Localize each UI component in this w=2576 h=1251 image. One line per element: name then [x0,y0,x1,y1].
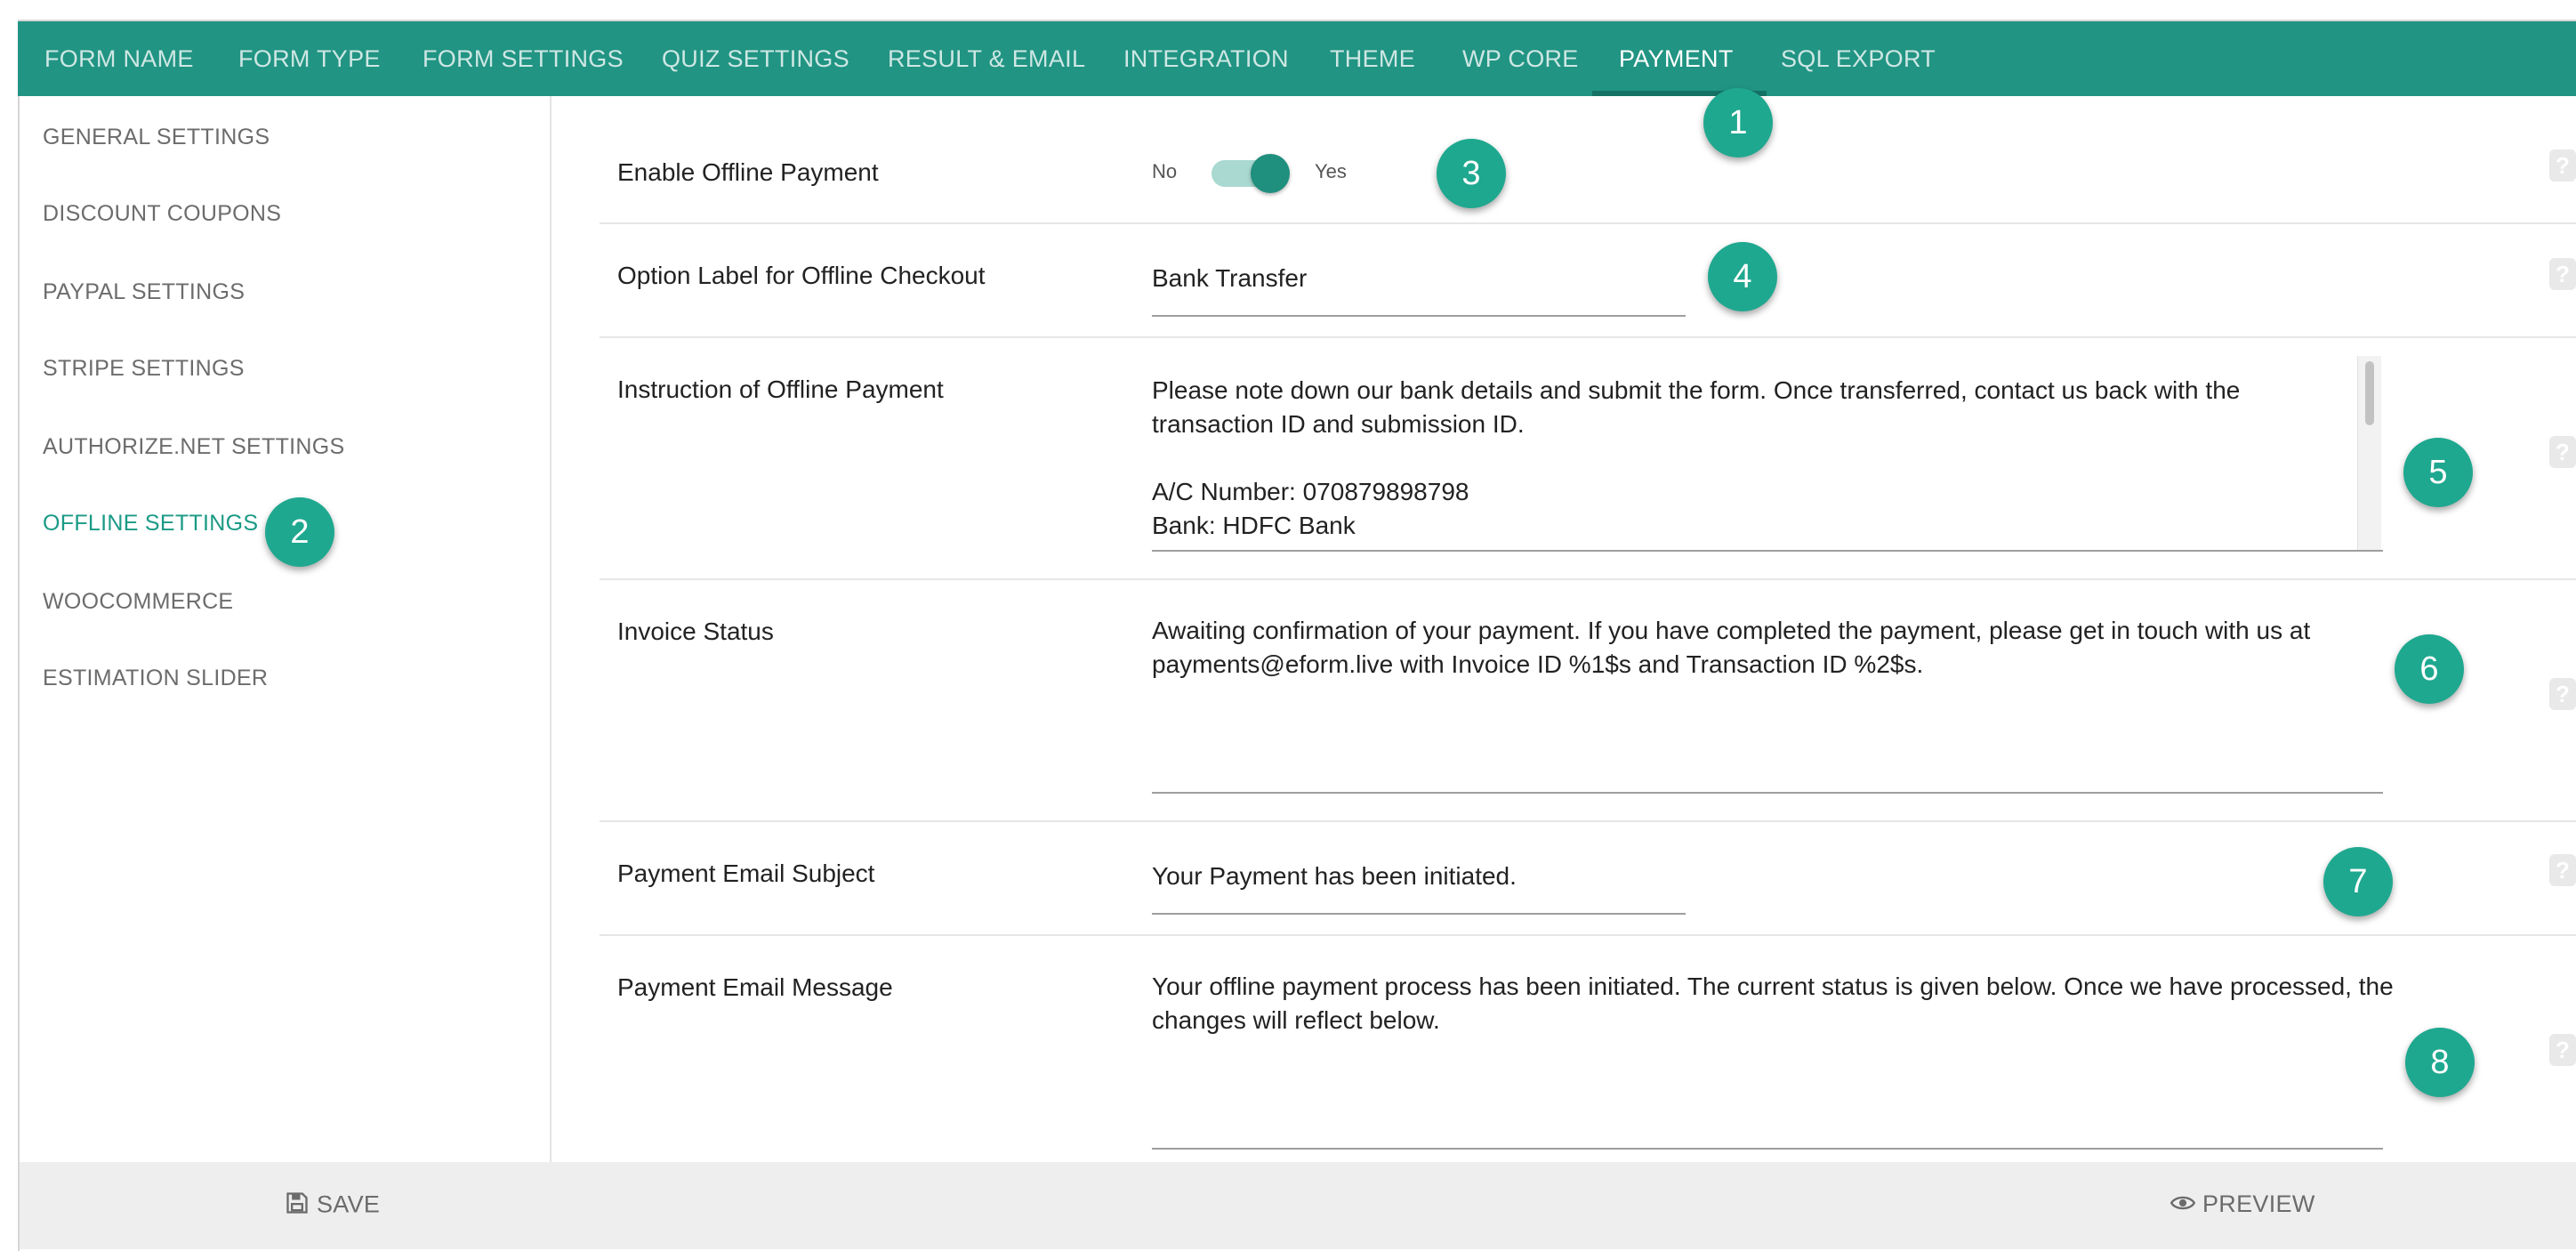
email-message-line-1: Your offline payment process has been initiated. The current status is given below. Once we have processed, the [1152,973,2394,1000]
sidebar-item-woocommerce[interactable]: WOOCOMMERCE [43,589,234,614]
instruction-underline [1152,550,2383,552]
invoice-status-line-2: payments@eform.live with Invoice ID %1$s and Transaction ID %2$s. [1152,650,1924,678]
preview-label: PREVIEW [2202,1190,2315,1217]
help-icon[interactable]: ? [2549,149,2576,182]
invoice-status-underline [1152,792,2383,794]
enable-offline-toggle-knob[interactable] [1251,154,1290,193]
top-nav-bar [18,21,2576,96]
tab-payment[interactable]: PAYMENT [1619,45,1734,72]
callout-badge-8: 8 [2405,1028,2475,1097]
instruction-line-1: Please note down our bank details and submit the form. Once transferred, contact us back with the [1152,376,2241,404]
tab-form-type[interactable]: FORM TYPE [238,45,381,72]
email-subject-underline [1152,913,1686,915]
row-divider [600,820,2576,822]
row-divider [600,578,2576,580]
tab-form-settings[interactable]: FORM SETTINGS [423,45,624,72]
option-label-underline [1152,315,1686,317]
row-divider [600,222,2576,224]
help-icon[interactable]: ? [2549,258,2576,290]
sidebar-item-general-settings[interactable]: GENERAL SETTINGS [43,125,270,149]
save-label: SAVE [317,1190,381,1218]
sidebar-item-offline-settings[interactable]: OFFLINE SETTINGS [43,511,259,536]
enable-offline-payment-label: Enable Offline Payment [617,158,879,186]
option-label-label: Option Label for Offline Checkout [617,262,986,289]
sidebar-item-paypal-settings[interactable]: PAYPAL SETTINGS [43,279,246,304]
instruction-label: Instruction of Offline Payment [617,375,944,403]
row-divider [600,336,2576,338]
switch-on-label: Yes [1315,160,1347,182]
email-message-textarea[interactable] [1152,970,2394,1148]
sidebar-item-stripe-settings[interactable]: STRIPE SETTINGS [43,356,245,381]
help-icon[interactable]: ? [2549,854,2576,886]
email-subject-input[interactable]: Your Payment has been initiated. [1152,862,1517,890]
invoice-status-textarea[interactable] [1152,614,2383,792]
tab-form-name[interactable]: FORM NAME [44,45,194,72]
tab-sql-export[interactable]: SQL EXPORT [1781,45,1936,72]
sidebar-item-discount-coupons[interactable]: DISCOUNT COUPONS [43,201,282,226]
preview-button[interactable] [2170,1190,2315,1219]
floppy-disk-icon [285,1190,310,1222]
callout-badge-2: 2 [265,497,334,567]
help-icon[interactable]: ? [2549,436,2576,468]
switch-off-label: No [1152,160,1178,182]
email-message-label: Payment Email Message [617,973,893,1001]
callout-badge-1: 1 [1703,88,1773,157]
callout-badge-6: 6 [2395,634,2464,704]
row-divider [600,934,2576,936]
sidebar-item-estimation-slider[interactable]: ESTIMATION SLIDER [43,666,269,690]
instruction-scroll-thumb[interactable] [2365,361,2374,425]
instruction-line-4: Bank: HDFC Bank [1152,512,1356,539]
eye-icon [2170,1191,2195,1219]
save-button[interactable] [285,1190,380,1222]
tab-integration[interactable]: INTEGRATION [1123,45,1289,72]
tab-quiz-settings[interactable]: QUIZ SETTINGS [662,45,849,72]
email-message-underline [1152,1148,2383,1150]
tab-theme[interactable]: THEME [1330,45,1415,72]
help-icon[interactable]: ? [2549,678,2576,710]
option-label-input[interactable]: Bank Transfer [1152,264,1308,292]
tab-result-email[interactable]: RESULT & EMAIL [888,45,1086,72]
settings-sidebar [20,96,551,1162]
sidebar-item-authorize-net-settings[interactable]: AUTHORIZE.NET SETTINGS [43,434,345,459]
callout-badge-3: 3 [1437,139,1506,208]
tab-wp-core[interactable]: WP CORE [1462,45,1579,72]
email-subject-label: Payment Email Subject [617,860,875,887]
instruction-scrollbar[interactable] [2357,356,2381,550]
callout-badge-5: 5 [2403,438,2473,507]
callout-badge-7: 7 [2323,847,2393,916]
invoice-status-line-1: Awaiting confirmation of your payment. If you have completed the payment, please get in touch with us at [1152,617,2311,644]
email-message-line-2: changes will reflect below. [1152,1006,1440,1034]
help-icon[interactable]: ? [2549,1034,2576,1066]
callout-badge-4: 4 [1708,242,1777,311]
invoice-status-label: Invoice Status [617,617,774,645]
instruction-textarea[interactable] [1152,356,2383,550]
instruction-line-2: transaction ID and submission ID. [1152,410,1525,438]
instruction-line-3: A/C Number: 070879898798 [1152,478,1469,505]
